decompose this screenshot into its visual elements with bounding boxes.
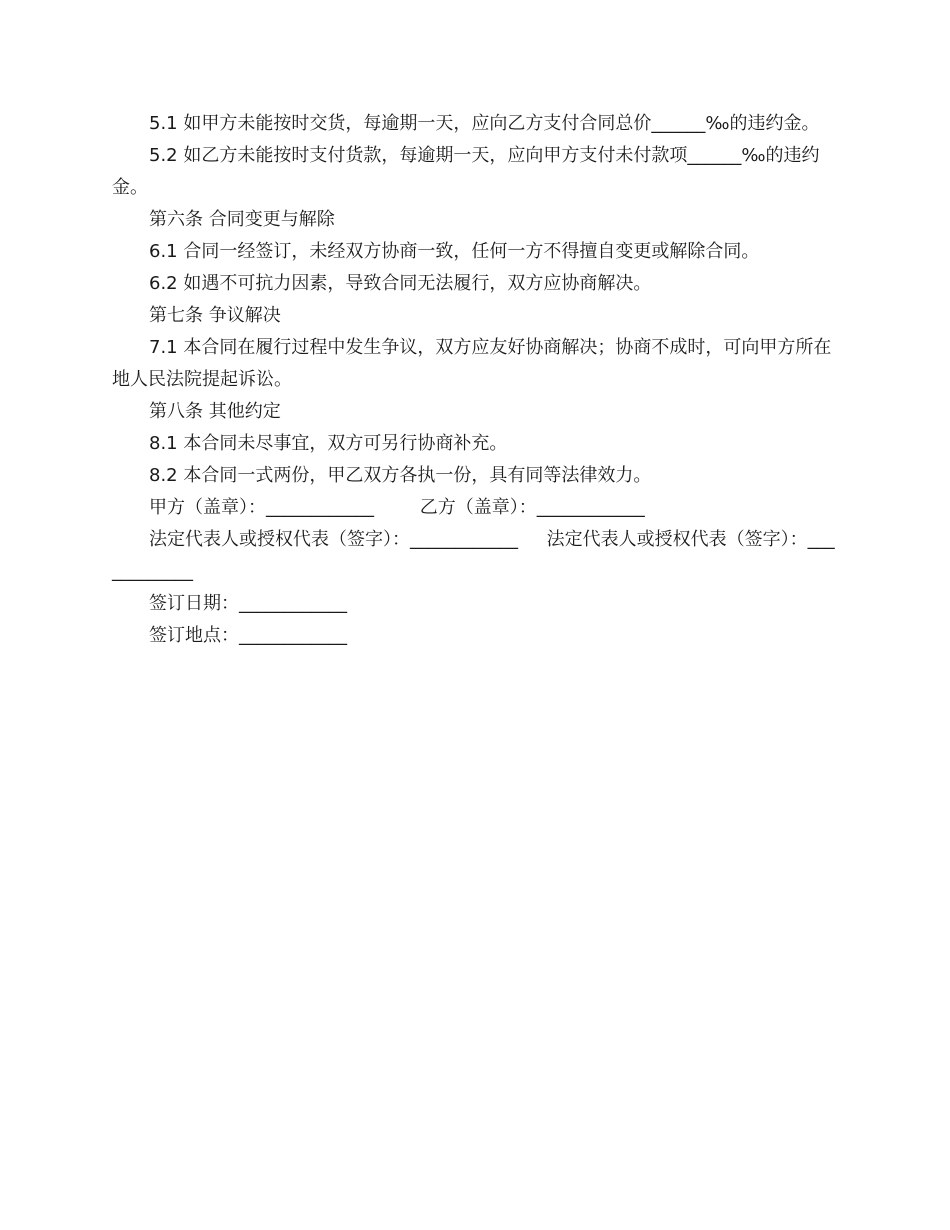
seal-line [112, 492, 840, 524]
clause-7-1: 7.1 本合同在履行过程中发生争议，双方应友好协商解决；协商不成时，可向甲方所在地人民法院提起诉讼。 [112, 337, 832, 390]
article-8-heading: 第八条 其他约定 [149, 401, 281, 422]
article-6-heading: 第六条 合同变更与解除 [149, 209, 335, 230]
representative-line [112, 524, 840, 588]
contract-body [112, 108, 840, 652]
sign-date: 签订日期：____________ [149, 593, 347, 614]
party-a-seal: 甲方（盖章）：____________ [149, 497, 374, 518]
party-b-seal: 乙方（盖章）：____________ [419, 497, 645, 518]
party-b-representative: 法定代表人或授权代表（签字）：____________ [112, 529, 835, 582]
clause-6-2: 6.2 如遇不可抗力因素，导致合同无法履行，双方应协商解决。 [149, 273, 652, 294]
clause-5-1: 5.1 如甲方未能按时交货，每逾期一天，应向乙方支付合同总价______‰的违约金。 [149, 113, 820, 134]
clause-5-2: 5.2 如乙方未能按时支付货款，每逾期一天，应向甲方支付未付款项______‰的违约金。 [112, 145, 820, 198]
clause-8-1: 8.1 本合同未尽事宜，双方可另行协商补充。 [149, 433, 508, 454]
sign-place: 签订地点：____________ [149, 625, 347, 646]
party-a-representative: 法定代表人或授权代表（签字）：____________ [149, 529, 518, 550]
clause-8-2: 8.2 本合同一式两份，甲乙双方各执一份，具有同等法律效力。 [149, 465, 652, 486]
clause-6-1: 6.1 合同一经签订，未经双方协商一致，任何一方不得擅自变更或解除合同。 [149, 241, 760, 262]
article-7-heading: 第七条 争议解决 [149, 305, 281, 326]
